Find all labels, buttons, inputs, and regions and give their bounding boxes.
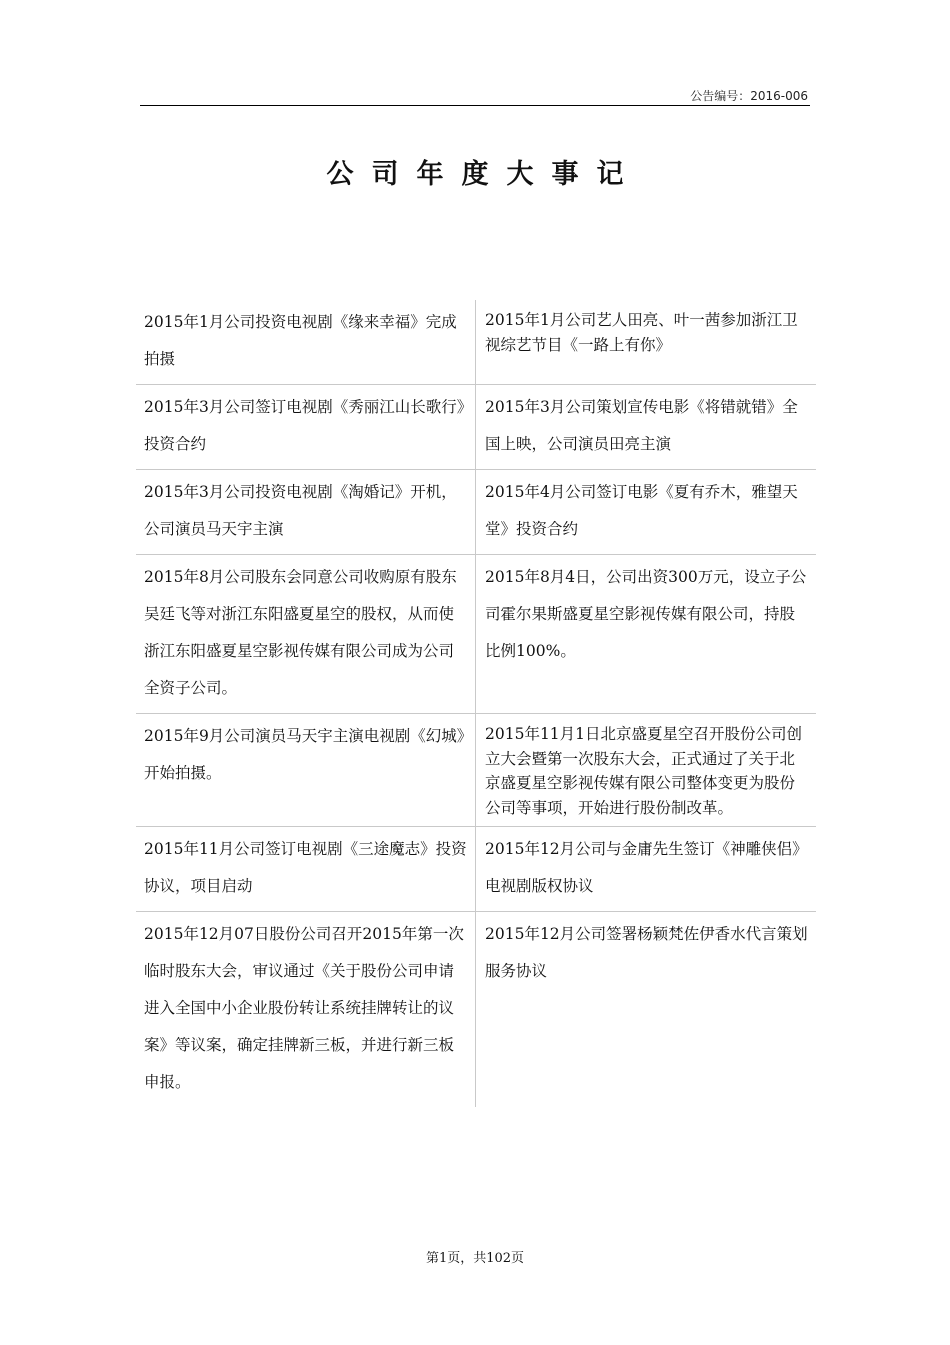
page-title: 公司年度大事记 <box>326 159 642 190</box>
event-cell-right: 2015年12月公司签署杨颖梵佐伊香水代言策划服务协议 <box>485 925 808 980</box>
event-cell-left: 2015年9月公司演员马天宇主演电视剧《幻城》开始拍摄。 <box>136 714 476 826</box>
event-cell-left: 2015年1月公司投资电视剧《缘来幸福》完成拍摄 <box>136 300 476 384</box>
announcement-code: 公告编号：2016-006 <box>690 89 808 103</box>
event-cell-right: 2015年11月1日北京盛夏星空召开股份公司创立大会暨第一次股东大会，正式通过了关于北京盛夏星空影视传媒有限公司整体变更为股份公司等事项，开始进行股份制改革。 <box>485 725 803 817</box>
table-row <box>136 470 816 555</box>
table-row <box>136 555 816 714</box>
event-cell-right: 2015年12月公司与金庸先生签订《神雕侠侣》电视剧版权协议 <box>485 840 808 895</box>
event-cell-left: 2015年3月公司签订电视剧《秀丽江山长歌行》投资合约 <box>136 385 476 469</box>
header-divider <box>140 105 810 106</box>
event-cell-right: 2015年8月4日，公司出资300万元，设立子公司霍尔果斯盛夏星空影视传媒有限公司，持股比例100%。 <box>485 568 807 660</box>
table-row <box>136 827 816 912</box>
event-cell-left: 2015年12月07日股份公司召开2015年第一次临时股东大会，审议通过《关于股份公司申请进入全国中小企业股份转让系统挂牌转让的议案》等议案，确定挂牌新三板，并进行新三板申报。 <box>136 912 476 1107</box>
event-cell-left: 2015年3月公司投资电视剧《淘婚记》开机，公司演员马天宇主演 <box>136 470 476 554</box>
event-cell-left: 2015年11月公司签订电视剧《三途魔志》投资协议，项目启动 <box>136 827 476 911</box>
event-cell-right: 2015年1月公司艺人田亮、叶一茜参加浙江卫视综艺节目《一路上有你》 <box>485 311 798 354</box>
table-row <box>136 714 816 827</box>
event-cell-right: 2015年3月公司策划宣传电影《将错就错》全国上映，公司演员田亮主演 <box>485 398 798 453</box>
page-number: 第1页，共102页 <box>425 1251 525 1266</box>
table-row <box>136 300 816 385</box>
events-table <box>136 300 816 1107</box>
table-row <box>136 385 816 470</box>
table-row <box>136 912 816 1107</box>
event-cell-left: 2015年8月公司股东会同意公司收购原有股东吴廷飞等对浙江东阳盛夏星空的股权，从而使浙江东阳盛夏星空影视传媒有限公司成为公司全资子公司。 <box>136 555 476 713</box>
event-cell-right: 2015年4月公司签订电影《夏有乔木，雅望天堂》投资合约 <box>485 483 798 538</box>
